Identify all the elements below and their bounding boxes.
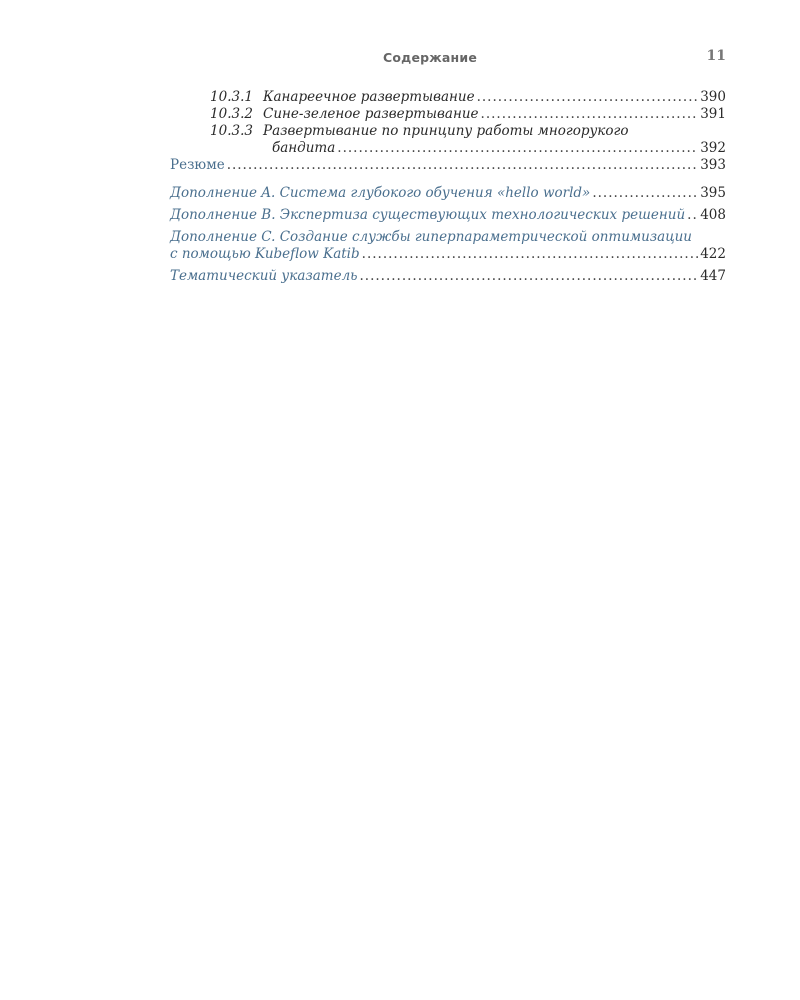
section-number: 10.3.3 [210, 123, 253, 139]
toc-entry-appendix-c[interactable] [170, 229, 726, 246]
table-of-contents [170, 89, 726, 285]
section-title: Развертывание по принципу работы многорукого [263, 123, 629, 139]
section-title: Канареечное развертывание [263, 89, 475, 105]
summary-title: Резюме [170, 157, 225, 173]
appendix-title: Дополнение C. Создание службы гиперпараметрической оптимизации [170, 229, 692, 245]
dot-leader [481, 106, 699, 123]
index-page: 447 [700, 268, 726, 284]
section-page: 392 [700, 140, 726, 156]
dot-leader [477, 89, 699, 106]
toc-entry-appendix-b[interactable] [170, 207, 726, 224]
summary-page: 393 [700, 157, 726, 173]
section-number: 10.3.1 [210, 89, 253, 105]
page-number: 11 [706, 48, 726, 64]
appendix-title-continued: с помощью Kubeflow Katib [170, 246, 360, 262]
appendix-page: 395 [700, 185, 726, 201]
running-title: Содержание [382, 50, 478, 65]
index-title: Тематический указатель [170, 268, 358, 284]
appendix-title: Дополнение A. Система глубокого обучения «hello world» [170, 185, 591, 201]
appendix-title: Дополнение B. Экспертиза существующих технологических решений [170, 207, 686, 223]
toc-entry-10-3-3-continued[interactable] [170, 140, 726, 157]
dot-leader [362, 246, 699, 263]
appendix-page: 408 [700, 207, 726, 223]
dot-leader [227, 157, 699, 174]
dot-leader [592, 185, 698, 202]
toc-entry-10-3-3[interactable] [170, 123, 726, 140]
toc-entry-summary[interactable] [170, 157, 726, 174]
toc-entry-index[interactable] [170, 268, 726, 285]
appendix-page: 422 [700, 246, 726, 262]
toc-entry-10-3-2[interactable] [170, 106, 726, 123]
running-head [170, 48, 726, 68]
dot-leader [337, 140, 698, 157]
section-page: 390 [700, 89, 726, 105]
section-title-continued: бандита [272, 140, 336, 156]
section-number: 10.3.2 [210, 106, 253, 122]
toc-entry-appendix-a[interactable] [170, 185, 726, 202]
toc-entry-10-3-1[interactable] [170, 89, 726, 106]
dot-leader [360, 268, 699, 285]
dot-leader [687, 207, 698, 224]
section-page: 391 [700, 106, 726, 122]
section-title: Сине-зеленое развертывание [263, 106, 479, 122]
toc-entry-appendix-c-continued[interactable] [170, 246, 726, 263]
